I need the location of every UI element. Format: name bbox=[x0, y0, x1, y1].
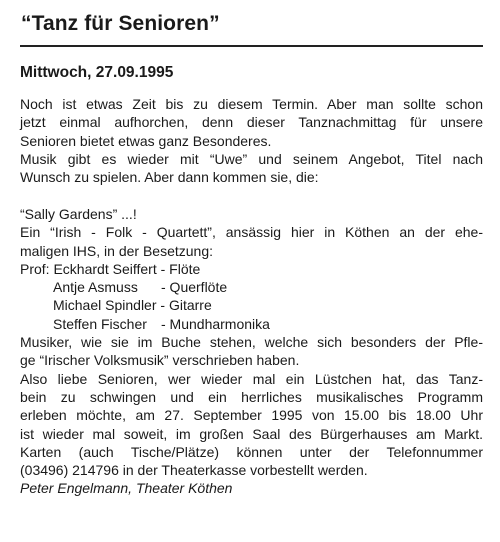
member-row bbox=[20, 315, 483, 333]
member-row bbox=[20, 260, 483, 278]
text-line: erleben möchte, am 27. September 1995 von 15.00 bis 18.00 Uhr bbox=[20, 407, 483, 424]
member-row bbox=[20, 296, 483, 314]
text-line: Wunsch zu spielen. Aber dann kommen sie, die: bbox=[20, 169, 319, 186]
text-line: ist wieder mal soweit, im großen Saal des Bürgerhauses am Markt. bbox=[20, 425, 483, 442]
band-paragraph bbox=[20, 205, 483, 498]
text-line: Also liebe Senioren, wer wieder mal ein Lüstchen hat, das Tanz- bbox=[20, 370, 483, 387]
text-line: Noch ist etwas Zeit bis zu diesem Termin. Aber man sollte schon bbox=[20, 96, 483, 112]
intro-paragraph bbox=[20, 95, 483, 186]
event-date: Mittwoch, 27.09.1995 bbox=[20, 64, 174, 81]
member-name: Eckhardt Seiffert bbox=[53, 260, 157, 277]
text-line: (03496) 214796 in der Theaterkasse vorbestellt werden. bbox=[20, 462, 368, 479]
text-line: jetzt einmal aufhorchen, denn dieser Tanznachmittag für unsere bbox=[20, 114, 483, 131]
member-instrument: - Querflöte bbox=[161, 279, 228, 296]
band-intro: “Sally Gardens” ...! bbox=[20, 206, 137, 222]
member-name: Michael Spindler bbox=[53, 297, 157, 314]
text-line: ge “Irischer Volksmusik” verschrieben haben. bbox=[20, 352, 300, 369]
text-line: maligen IHS, in der Besetzung: bbox=[20, 242, 213, 259]
text-line: Senioren bietet etwas ganz Besonderes. bbox=[20, 132, 272, 149]
text-line: Karten (auch Tische/Plätze) können unter der Telefonnummer bbox=[20, 443, 483, 460]
text-line: Musik gibt es wieder mit “Uwe” und seinem Angebot, Titel nach bbox=[20, 150, 483, 167]
article-title: “Tanz für Senioren” bbox=[21, 12, 220, 35]
member-name: Steffen Fischer bbox=[53, 315, 147, 332]
title-divider bbox=[20, 45, 483, 47]
lineup-prefix: Prof: bbox=[20, 260, 50, 277]
text-line: Ein “Irish - Folk - Quartett”, ansässig hier in Köthen an der ehe- bbox=[20, 224, 483, 241]
member-name: Antje Asmuss bbox=[53, 279, 138, 296]
member-row bbox=[20, 278, 483, 296]
signature: Peter Engelmann, Theater Köthen bbox=[20, 480, 233, 497]
member-instrument: - Mundharmonika bbox=[161, 315, 270, 332]
text-line: bein zu schwingen und ein herrliches musikalisches Programm bbox=[20, 388, 483, 405]
text-line: Musiker, wie sie im Buche stehen, welche sich besonders der Pfle- bbox=[20, 334, 483, 351]
member-instrument: - Flöte bbox=[160, 260, 201, 277]
member-instrument: - Gitarre bbox=[160, 297, 212, 314]
